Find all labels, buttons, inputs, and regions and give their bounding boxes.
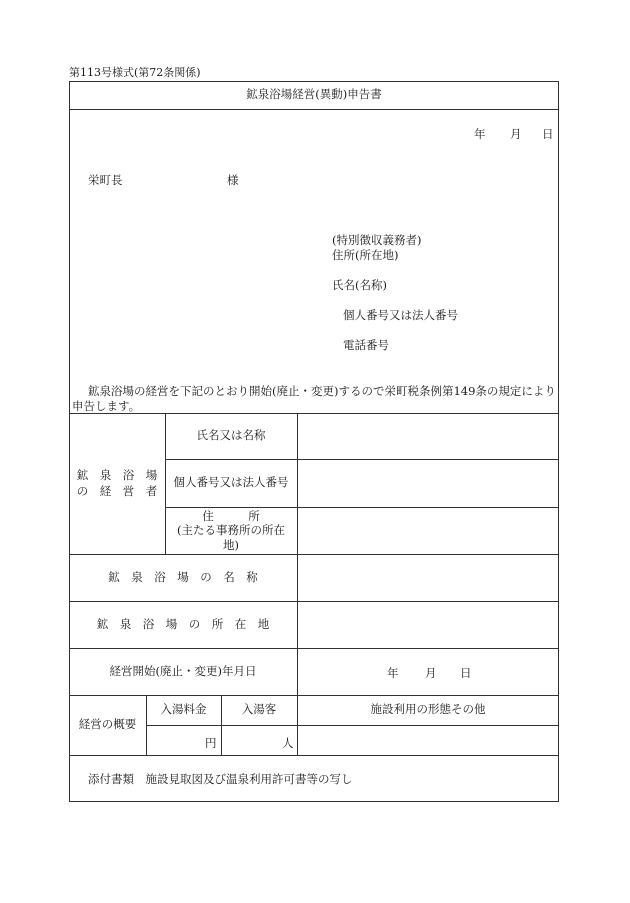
operator-name-field[interactable]	[297, 413, 559, 459]
operator-section-label	[69, 413, 165, 554]
operator-address-label	[165, 507, 297, 554]
addressee-name: 栄町長	[88, 173, 123, 187]
facility-location-field[interactable]	[297, 601, 559, 648]
guests-header: 入湯客	[241, 702, 277, 717]
declarant-address-label: 住所(所在地)	[332, 248, 399, 262]
operator-address-label-line-2: (主たる事務所の所在	[177, 523, 285, 538]
operator-address-label-line-1: 住 所	[202, 508, 260, 523]
divider	[69, 755, 559, 756]
operator-address-label-line-3: 地)	[223, 537, 239, 552]
start-date-year: 年	[387, 666, 399, 680]
declarant-phone-label: 電話番号	[343, 338, 389, 352]
facility-location-label: 鉱 泉 浴 場 の 所 在 地	[96, 616, 270, 631]
operator-address-field[interactable]	[297, 507, 559, 554]
operator-label-line-2: の 経 営 者	[76, 483, 158, 498]
overview-label: 経営の概要	[78, 717, 137, 732]
divider	[69, 109, 559, 110]
operator-id-label: 個人番号又は法人番号	[173, 475, 289, 490]
facility-name-field[interactable]	[297, 554, 559, 601]
facility-name-label: 鉱 泉 浴 場 の 名 称	[108, 569, 258, 584]
declarant-name-label: 氏名(名称)	[332, 278, 387, 292]
addressee-honorific: 様	[227, 173, 239, 187]
operator-label-line-1: 鉱 泉 浴 場	[76, 467, 158, 482]
statement-line-1: 鉱泉浴場の経営を下記のとおり開始(廃止・変更)するので栄町税条例第149条の規定により	[88, 384, 556, 398]
statement-line-2: 申告します。	[72, 399, 141, 413]
start-date-label: 経営開始(廃止・変更)年月日	[109, 663, 257, 678]
date-month-label: 月	[510, 127, 522, 141]
start-date-day: 日	[460, 666, 472, 680]
attachments-note: 添付書類 施設見取図及び温泉利用許可書等の写し	[88, 772, 353, 786]
fee-unit: 円	[205, 736, 217, 750]
document-title: 鉱泉浴場経営(異動)申告書	[246, 87, 382, 102]
operator-name-label: 氏名又は名称	[196, 428, 266, 443]
usage-other-field[interactable]	[297, 725, 559, 755]
guests-unit: 人	[282, 736, 294, 750]
usage-other-header: 施設利用の形態その他	[370, 702, 486, 717]
declarant-role: (特別徴収義務者)	[332, 233, 422, 247]
form-number-caption: 第113号様式(第72条関係)	[69, 66, 201, 79]
date-year-label: 年	[474, 127, 486, 141]
start-date-month: 月	[425, 666, 437, 680]
operator-id-field[interactable]	[297, 459, 559, 507]
declarant-id-number-label: 個人番号又は法人番号	[343, 308, 458, 322]
date-day-label: 日	[542, 127, 554, 141]
fee-header: 入湯料金	[160, 702, 207, 717]
